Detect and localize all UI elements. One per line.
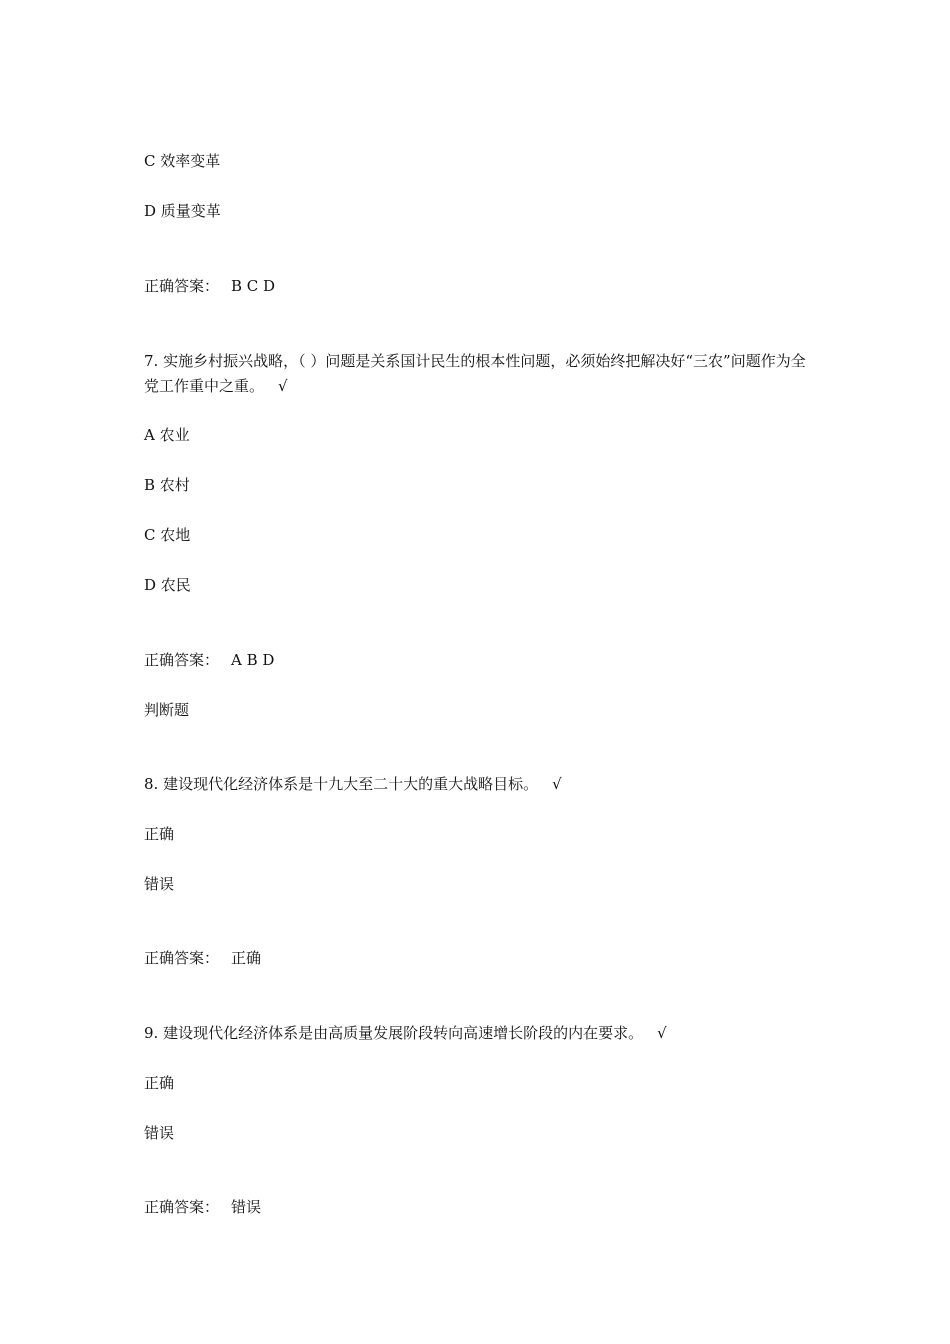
section-title-true-false: 判断题 bbox=[144, 701, 190, 719]
q7-option-b: B 农村 bbox=[144, 476, 190, 494]
q8-answer bbox=[144, 948, 261, 968]
q9-answer bbox=[144, 1197, 261, 1217]
q6-answer bbox=[144, 276, 275, 296]
q8-question-text: 8. 建设现代化经济体系是十九大至二十大的重大战略目标。 bbox=[144, 775, 539, 793]
q7-answer-label: 正确答案： bbox=[144, 651, 220, 669]
q9-answer-value: 错误 bbox=[231, 1198, 262, 1216]
q9-option-true: 正确 bbox=[144, 1074, 175, 1092]
q8-option-false: 错误 bbox=[144, 875, 175, 893]
q9-option-false: 错误 bbox=[144, 1124, 175, 1142]
q7-answer-value: A B D bbox=[231, 651, 275, 669]
q7-question-text: 7. 实施乡村振兴战略，（ ）问题是关系国计民生的根本性问题，必须始终把解决好“三农”问题作为全党工作重中之重。 bbox=[144, 352, 806, 395]
q7-check-mark: √ bbox=[278, 377, 288, 395]
q6-option-c: C 效率变革 bbox=[144, 152, 221, 170]
q7-option-d: D 农民 bbox=[144, 576, 191, 594]
q7-option-c: C 农地 bbox=[144, 526, 191, 544]
q8-option-true: 正确 bbox=[144, 825, 175, 843]
q7-question bbox=[144, 349, 814, 399]
q7-answer bbox=[144, 650, 274, 670]
q8-answer-value: 正确 bbox=[231, 949, 262, 967]
q9-question bbox=[144, 1023, 667, 1043]
q6-option-d: D 质量变革 bbox=[144, 202, 221, 220]
q6-answer-label: 正确答案： bbox=[144, 277, 220, 295]
q6-answer-value: B C D bbox=[231, 277, 276, 295]
q9-answer-label: 正确答案： bbox=[144, 1198, 220, 1216]
q8-check-mark: √ bbox=[552, 775, 562, 793]
q8-answer-label: 正确答案： bbox=[144, 949, 220, 967]
q7-option-a: A 农业 bbox=[144, 426, 190, 444]
q9-question-text: 9. 建设现代化经济体系是由高质量发展阶段转向高速增长阶段的内在要求。 bbox=[144, 1024, 644, 1042]
q9-check-mark: √ bbox=[657, 1024, 667, 1042]
q8-question bbox=[144, 774, 562, 794]
